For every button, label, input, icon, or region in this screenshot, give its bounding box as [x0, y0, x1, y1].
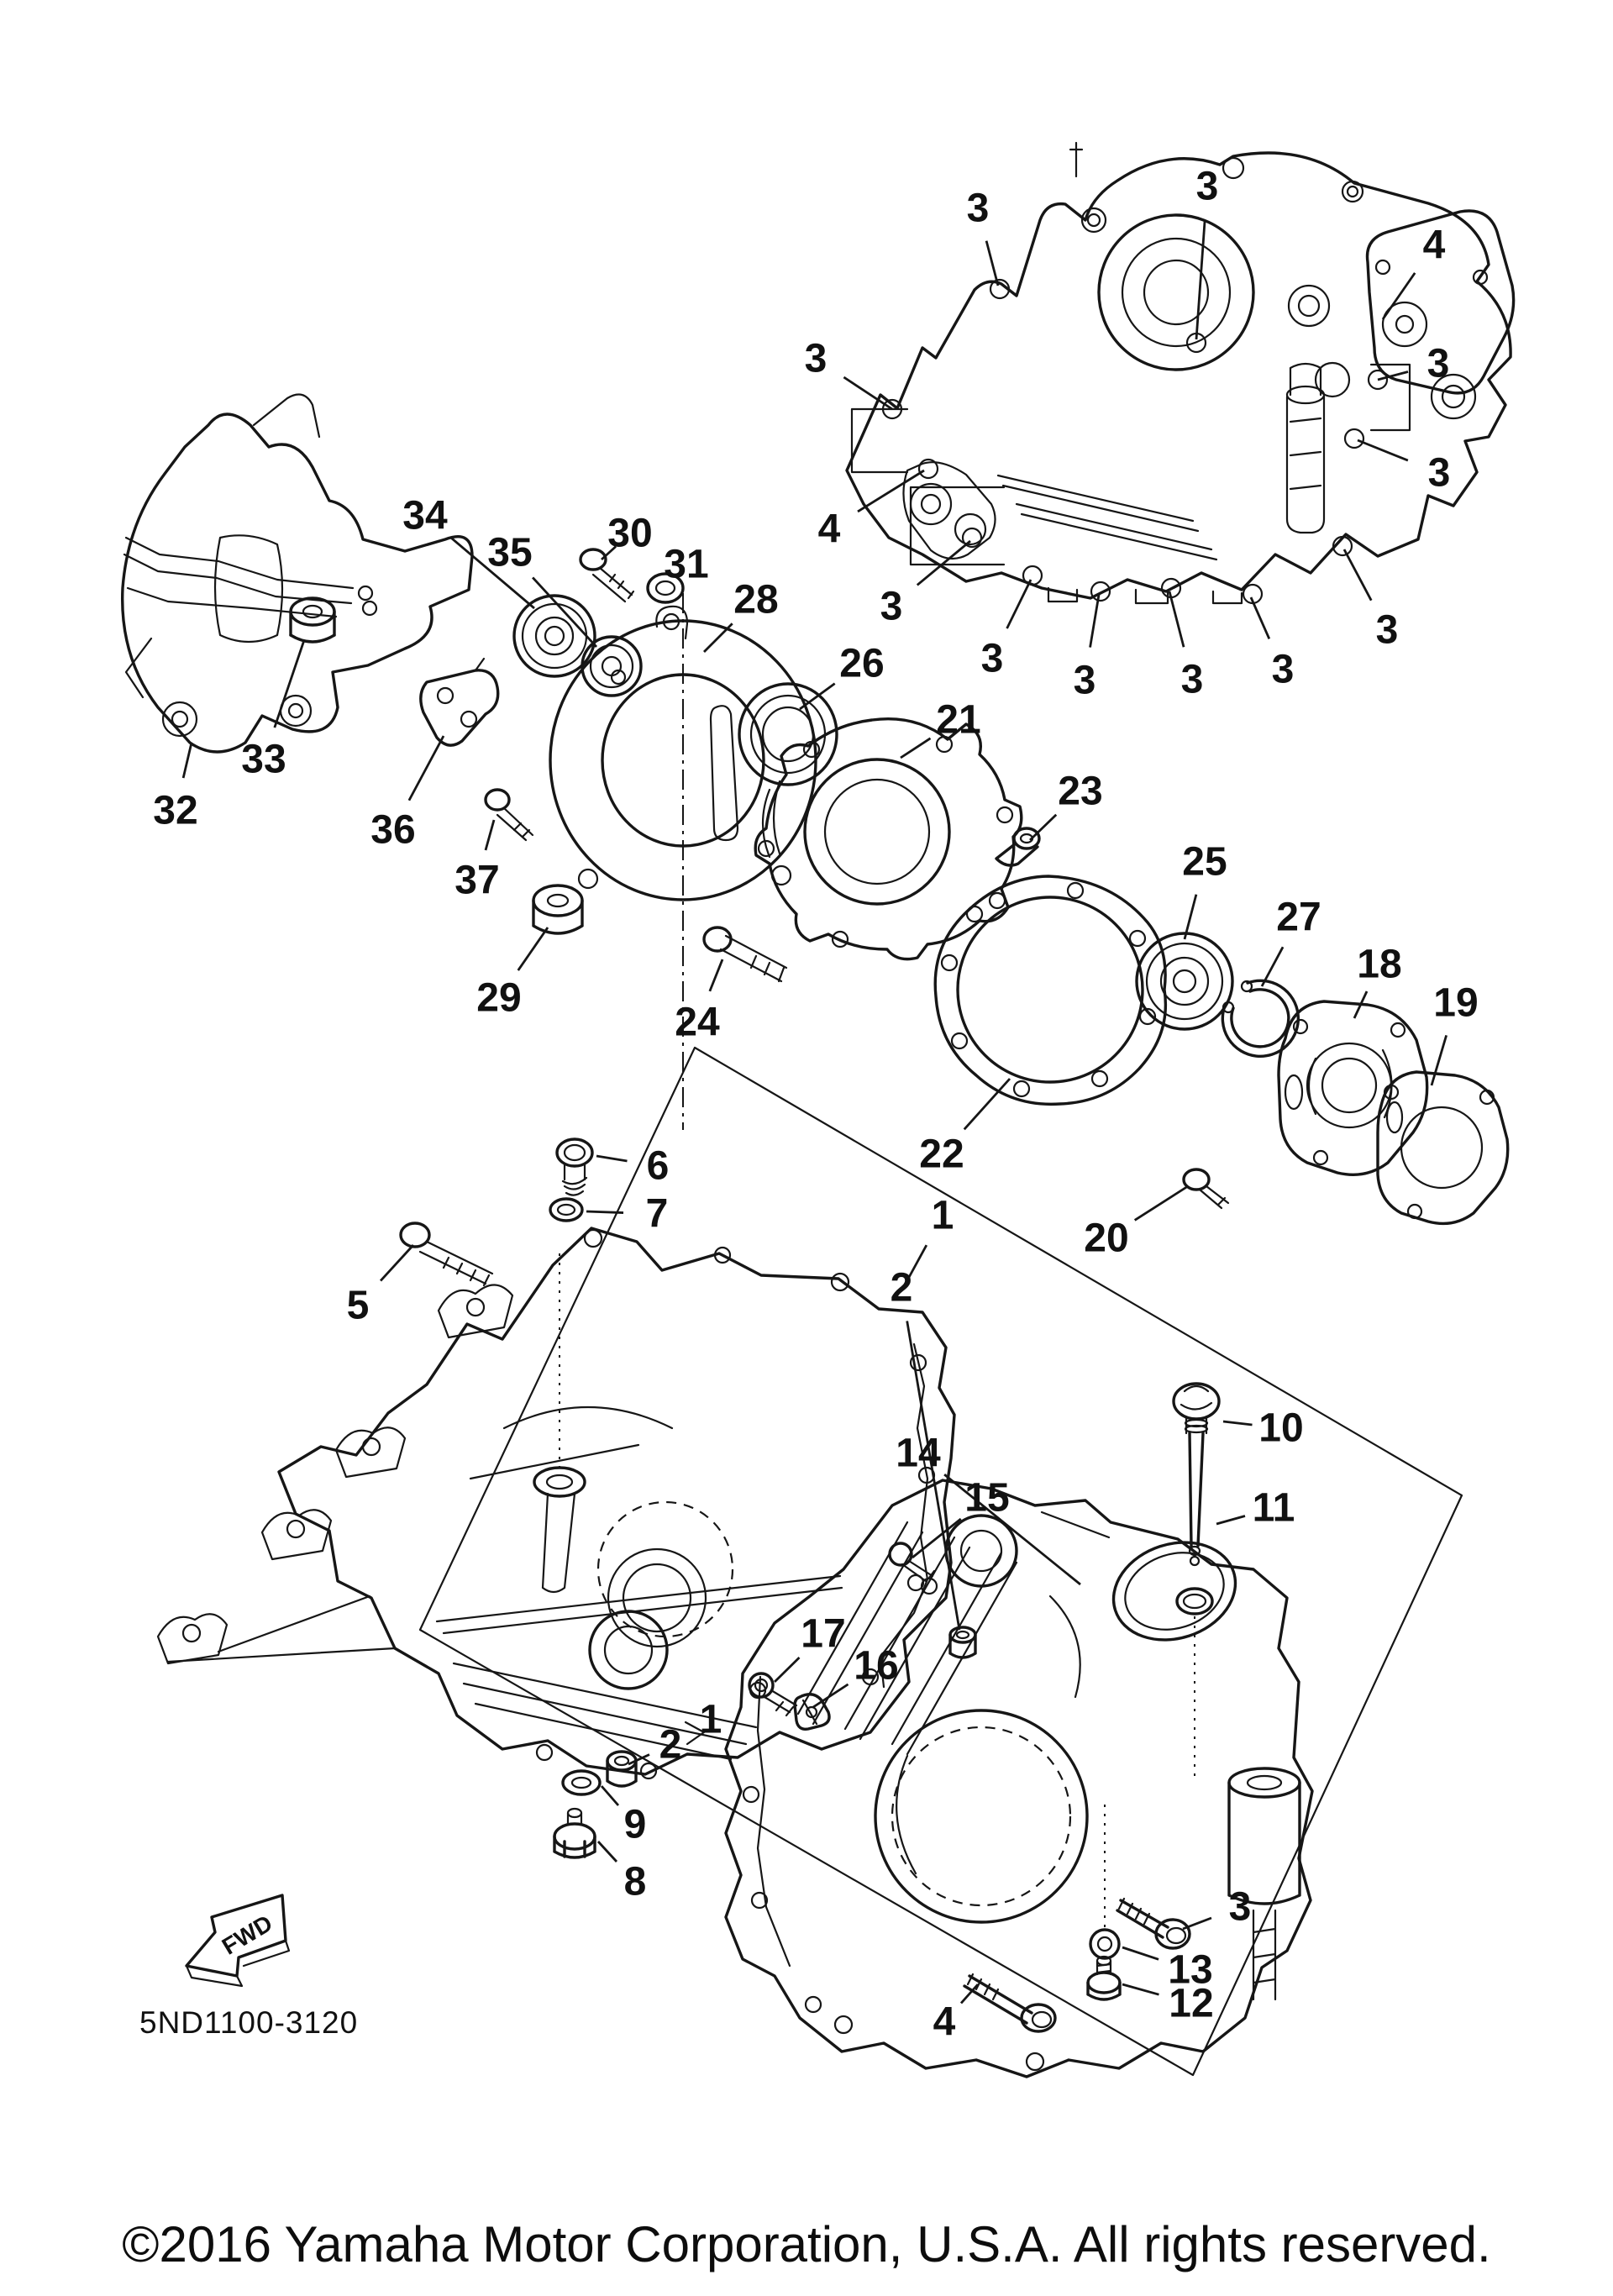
- callout-label-4: 4: [817, 507, 841, 552]
- collar-35: [582, 637, 641, 696]
- callout-label-2: 2: [890, 1265, 913, 1311]
- callout-label-21: 21: [936, 697, 981, 743]
- leader-line: [1169, 591, 1184, 647]
- leader-line: [1216, 1516, 1245, 1525]
- leader-line: [901, 738, 930, 758]
- callout-label-24: 24: [675, 1000, 720, 1045]
- callout-label-3: 3: [1195, 164, 1219, 209]
- callout-label-15: 15: [964, 1475, 1010, 1521]
- callout-label-3: 3: [1427, 450, 1451, 496]
- retainer-plate-36: [421, 659, 498, 745]
- callout-label-3: 3: [1228, 1884, 1252, 1930]
- callout-label-3: 3: [1271, 647, 1295, 692]
- bolt-3-lower: [1117, 1899, 1190, 1948]
- bolt-37: [486, 790, 533, 840]
- callout-label-20: 20: [1084, 1216, 1129, 1261]
- leader-line: [1007, 580, 1031, 628]
- callout-label-32: 32: [153, 788, 198, 833]
- circlip-27: [1222, 980, 1298, 1056]
- leader-line: [1223, 1421, 1253, 1425]
- callout-label-31: 31: [664, 542, 709, 587]
- drain-plug-8: [554, 1809, 595, 1857]
- callout-label-25: 25: [1182, 839, 1227, 885]
- leader-line: [1383, 273, 1415, 319]
- leader-line: [1135, 1186, 1188, 1220]
- callout-label-3: 3: [966, 186, 990, 231]
- washer-7: [550, 1199, 582, 1221]
- leader-line: [710, 959, 722, 991]
- callout-label-29: 29: [476, 975, 522, 1021]
- bolt-5: [401, 1223, 492, 1285]
- bearing-25: [1137, 933, 1232, 1029]
- callout-label-3: 3: [880, 584, 903, 629]
- leader-line: [704, 623, 733, 652]
- callout-label-36: 36: [370, 807, 416, 853]
- bushing-33: [291, 598, 334, 642]
- leader-line: [1196, 220, 1205, 339]
- leader-line: [586, 1211, 623, 1213]
- leader-line: [1344, 549, 1371, 601]
- callout-label-13: 13: [1168, 1947, 1213, 1993]
- gasket-19: [1378, 1072, 1508, 1223]
- leader-line: [858, 470, 924, 512]
- o-ring-11: [1177, 1589, 1212, 1778]
- rear-crankcase-half: [847, 143, 1514, 603]
- copyright-text: ©2016 Yamaha Motor Corporation, U.S.A. All rights reserved.: [122, 2216, 1491, 2272]
- callout-label-34: 34: [402, 493, 448, 539]
- callout-label-3: 3: [804, 336, 828, 381]
- leader-line: [1183, 1918, 1211, 1929]
- callout-label-6: 6: [646, 1143, 670, 1189]
- leader-line: [598, 1842, 617, 1862]
- leader-line: [602, 1786, 618, 1805]
- callout-label-35: 35: [487, 530, 533, 575]
- callout-label-3: 3: [1375, 607, 1399, 653]
- callout-label-8: 8: [623, 1859, 647, 1905]
- plug-12: [1088, 1957, 1120, 1999]
- leader-line: [381, 1245, 413, 1281]
- leader-line: [1262, 947, 1283, 986]
- callout-label-19: 19: [1433, 980, 1479, 1026]
- oil-filler-plug-6: [557, 1139, 592, 1195]
- callout-label-12: 12: [1169, 1981, 1214, 2026]
- callout-label-37: 37: [454, 858, 500, 903]
- callout-label-2: 2: [659, 1722, 682, 1768]
- callout-label-5: 5: [346, 1283, 370, 1328]
- diagram-code: 5ND1100-3120: [139, 2005, 359, 2040]
- callout-label-1: 1: [699, 1697, 722, 1742]
- leader-line: [409, 736, 444, 801]
- callout-label-18: 18: [1357, 942, 1402, 987]
- callout-label-22: 22: [919, 1132, 964, 1177]
- bushing-29: [533, 885, 582, 933]
- callout-label-4: 4: [933, 1999, 956, 2045]
- leader-line: [1432, 1035, 1447, 1085]
- lower-crankcase-half: [726, 1480, 1312, 2077]
- bolt-4-lower: [964, 1974, 1055, 2031]
- callout-label-4: 4: [1422, 223, 1446, 268]
- callout-label-1: 1: [931, 1193, 954, 1238]
- front-crankcase-half: [158, 1228, 954, 1778]
- pump-cover-18: [1279, 1001, 1427, 1174]
- callout-label-14: 14: [896, 1431, 941, 1476]
- screw-20: [1184, 1169, 1228, 1208]
- washer-13: [1090, 1930, 1119, 1958]
- callout-label-26: 26: [839, 641, 885, 686]
- leader-line: [486, 820, 494, 850]
- leader-line: [183, 743, 192, 778]
- callout-label-11: 11: [1252, 1485, 1295, 1531]
- leader-line: [518, 927, 548, 970]
- callout-label-3: 3: [1426, 341, 1450, 386]
- callout-label-3: 3: [1180, 657, 1204, 702]
- callout-label-28: 28: [733, 577, 779, 623]
- washer-9: [563, 1771, 600, 1794]
- leader-line: [964, 1079, 1010, 1129]
- callout-label-10: 10: [1258, 1405, 1304, 1451]
- callout-label-30: 30: [607, 511, 653, 556]
- callout-label-3: 3: [980, 636, 1004, 681]
- leader-line: [1030, 815, 1056, 840]
- leader-line: [986, 241, 998, 286]
- bolt-30: [581, 549, 633, 602]
- callout-label-3: 3: [1073, 658, 1096, 703]
- leader-line: [1090, 595, 1099, 648]
- leader-line: [1358, 440, 1408, 460]
- leader-line: [1122, 1947, 1159, 1959]
- leader-line: [775, 1658, 799, 1682]
- dowel-pin-2b: [607, 1752, 636, 1786]
- oil-pipe: [1287, 364, 1324, 533]
- oil-seal-26: [739, 684, 837, 785]
- callout-label-9: 9: [623, 1802, 647, 1847]
- fwd-arrow: [187, 1895, 289, 1986]
- callout-label-23: 23: [1058, 769, 1103, 814]
- bolt-17: [749, 1673, 796, 1715]
- leader-line: [1122, 1984, 1159, 1994]
- callout-label-27: 27: [1276, 895, 1321, 940]
- leader-line: [1251, 597, 1269, 638]
- callout-label-7: 7: [645, 1191, 669, 1237]
- callout-label-17: 17: [801, 1611, 846, 1657]
- leader-line: [596, 1156, 628, 1161]
- fwd-label: FWD: [217, 1910, 277, 1960]
- cover-plate-28: [550, 593, 816, 1130]
- dipstick-10: [1174, 1384, 1219, 1565]
- callout-label-16: 16: [854, 1643, 899, 1689]
- bearing-housing-21: [755, 719, 1022, 959]
- leader-line: [843, 377, 892, 409]
- callout-label-33: 33: [241, 737, 286, 782]
- gasket-22: [935, 876, 1165, 1104]
